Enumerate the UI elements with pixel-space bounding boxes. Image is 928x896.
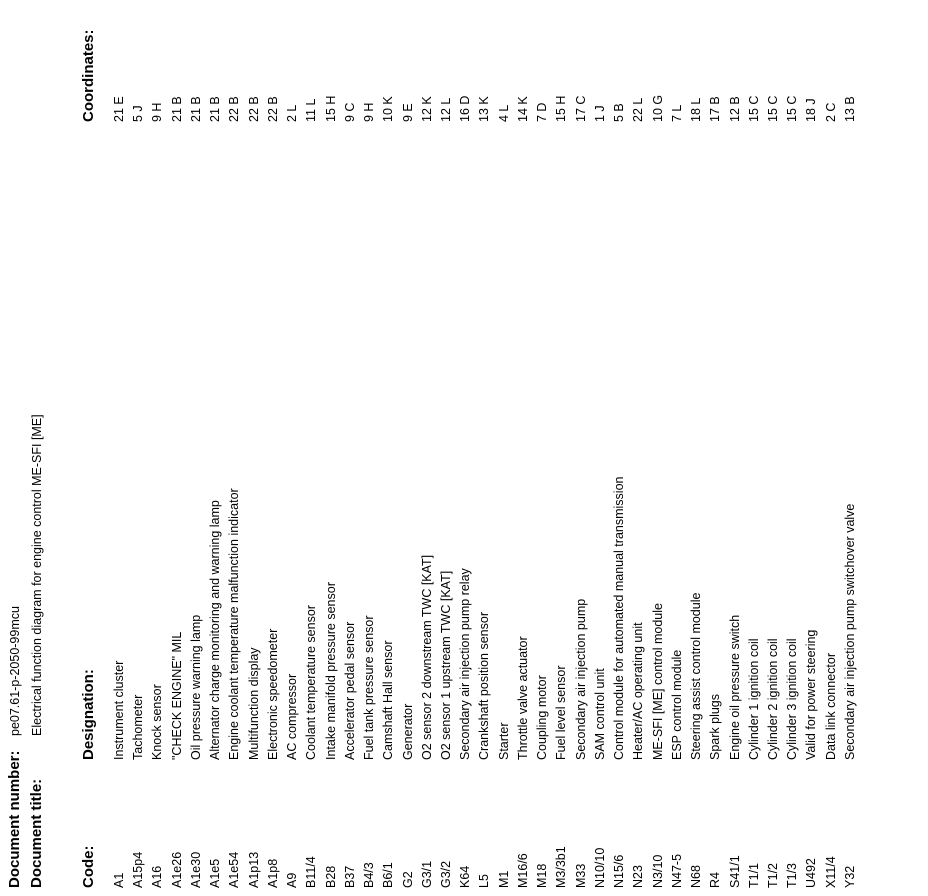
- coordinate-cell: 16 D: [458, 95, 473, 122]
- designation-cell: Fuel level sensor: [554, 665, 569, 760]
- table-row: [477, 0, 496, 896]
- designation-cell: Electronic speedometer: [265, 628, 280, 760]
- table-row: [612, 0, 631, 896]
- designation-cell: Cylinder 2 ignition coil: [765, 638, 780, 760]
- table-row: [420, 0, 439, 896]
- code-cell: N10/10: [592, 847, 607, 888]
- coordinate-cell: 13 K: [477, 96, 492, 122]
- designation-cell: Multifunction display: [246, 647, 261, 760]
- table-row: [804, 0, 823, 896]
- column-header-designation: Designation:: [80, 669, 97, 760]
- coordinate-cell: 21 B: [188, 96, 203, 122]
- coordinate-cell: 13 B: [842, 96, 857, 122]
- designation-cell: ESP control module: [669, 649, 684, 760]
- table-row: [458, 0, 477, 896]
- designation-cell: Oil pressure warning lamp: [188, 614, 203, 760]
- table-row: [304, 0, 323, 896]
- table-row: [131, 0, 150, 896]
- code-cell: M18: [535, 863, 550, 888]
- designation-cell: Secondary air injection pump: [573, 598, 588, 760]
- designation-cell: O2 sensor 1 upstream TWC [KAT]: [438, 570, 453, 760]
- code-cell: B6/1: [381, 862, 396, 888]
- table-row: [227, 0, 246, 896]
- coordinate-cell: 15 H: [554, 95, 569, 122]
- designation-cell: Secondary air injection pump relay: [458, 568, 473, 760]
- table-row: [247, 0, 266, 896]
- table-row: [266, 0, 285, 896]
- designation-cell: Intake manifold pressure sensor: [323, 582, 338, 760]
- code-cell: B4/3: [362, 862, 377, 888]
- doc-title-label: Document title:: [28, 778, 45, 888]
- coordinate-cell: 22 B: [246, 96, 261, 122]
- code-cell: G3/2: [438, 860, 453, 888]
- code-cell: K64: [458, 865, 473, 888]
- coordinate-cell: 10 G: [650, 94, 665, 122]
- table-row: [362, 0, 381, 896]
- coordinate-cell: 22 B: [265, 96, 280, 122]
- code-cell: N3/10: [650, 854, 665, 888]
- coordinate-cell: 15 C: [746, 95, 761, 122]
- code-cell: M33: [573, 863, 588, 888]
- table-row: [593, 0, 612, 896]
- code-cell: N68: [689, 865, 704, 888]
- doc-number-label: Document number:: [6, 750, 23, 888]
- coordinate-cell: 18 J: [804, 98, 819, 122]
- code-cell: A1p13: [246, 851, 261, 888]
- table-row: [285, 0, 304, 896]
- code-cell: A1e5: [208, 858, 223, 888]
- designation-cell: SAM control unit: [592, 668, 607, 760]
- column-header-code: Code:: [80, 845, 97, 888]
- code-cell: N15/6: [612, 854, 627, 888]
- coordinate-cell: 10 K: [381, 96, 396, 122]
- code-cell: G2: [400, 871, 415, 888]
- coordinate-cell: 12 L: [438, 97, 453, 122]
- table-row: [170, 0, 189, 896]
- table-row: [824, 0, 843, 896]
- code-cell: T1/3: [785, 862, 800, 888]
- code-cell: A16: [150, 865, 165, 888]
- table-row: [208, 0, 227, 896]
- code-cell: G3/1: [419, 860, 434, 888]
- coordinate-cell: 14 K: [515, 96, 530, 122]
- designation-cell: Coupling motor: [535, 675, 550, 760]
- code-cell: A1e54: [227, 851, 242, 888]
- coordinate-cell: 21 B: [169, 96, 184, 122]
- coordinate-cell: 22 B: [227, 96, 242, 122]
- table-row: [651, 0, 670, 896]
- coordinate-cell: 11 L: [304, 98, 319, 122]
- designation-cell: Cylinder 3 ignition coil: [785, 638, 800, 760]
- code-cell: M3/3b1: [554, 846, 569, 888]
- coordinate-cell: 22 L: [631, 97, 646, 122]
- table-row: [189, 0, 208, 896]
- designation-cell: Coolant temperature sensor: [304, 605, 319, 760]
- coordinate-cell: 9 H: [150, 102, 165, 122]
- table-row: [150, 0, 169, 896]
- code-cell: T1/1: [746, 862, 761, 888]
- designation-cell: Steering assist control module: [689, 592, 704, 760]
- code-cell: T1/2: [765, 862, 780, 888]
- table-row: [516, 0, 535, 896]
- code-cell: X11/4: [823, 856, 838, 888]
- code-cell: R4: [708, 872, 723, 888]
- designation-cell: Starter: [496, 722, 511, 760]
- table-row: [535, 0, 554, 896]
- code-cell: Y32: [842, 865, 857, 888]
- coordinate-cell: 18 L: [689, 97, 704, 122]
- designation-cell: Cylinder 1 ignition coil: [746, 638, 761, 760]
- designation-cell: Valid for power steering: [804, 629, 819, 760]
- code-cell: A1p8: [265, 858, 280, 888]
- designation-cell: Control module for automated manual transmission: [612, 476, 627, 760]
- table-row: [843, 0, 862, 896]
- table-row: [439, 0, 458, 896]
- table-row: [343, 0, 362, 896]
- coordinate-cell: 17 C: [573, 95, 588, 122]
- table-row: [497, 0, 516, 896]
- code-cell: B37: [342, 865, 357, 888]
- designation-cell: Crankshaft position sensor: [477, 612, 492, 760]
- table-row: [112, 0, 131, 896]
- code-cell: B11/4: [304, 856, 319, 888]
- designation-cell: Instrument cluster: [112, 660, 126, 760]
- code-cell: L5: [477, 874, 492, 888]
- coordinate-cell: 9 H: [362, 102, 377, 122]
- code-cell: U492: [804, 858, 819, 888]
- doc-title-value: Electrical function diagram for engine control ME-SFI [ME]: [30, 414, 44, 736]
- designation-cell: Accelerator pedal sensor: [342, 621, 357, 760]
- table-row: [670, 0, 689, 896]
- table-row: [689, 0, 708, 896]
- table-row: [381, 0, 400, 896]
- table-row: [554, 0, 573, 896]
- table-row: [324, 0, 343, 896]
- coordinate-cell: 15 C: [765, 95, 780, 122]
- table-row: [766, 0, 785, 896]
- code-cell: S41/1: [727, 855, 742, 888]
- coordinate-cell: 5 J: [131, 105, 146, 122]
- designation-cell: Spark plugs: [708, 693, 723, 760]
- coordinate-cell: 21 B: [208, 96, 223, 122]
- column-header-coordinates: Coordinates:: [80, 29, 97, 122]
- table-row: [631, 0, 650, 896]
- designation-cell: AC compressor: [285, 673, 300, 760]
- designation-cell: Engine oil pressure switch: [727, 614, 742, 760]
- table-row: [747, 0, 766, 896]
- code-cell: A1e30: [188, 851, 203, 888]
- designation-cell: Secondary air injection pump switchover valve: [842, 503, 857, 760]
- designation-cell: Tachometer: [131, 694, 146, 760]
- table-row: [401, 0, 420, 896]
- coordinate-cell: 4 L: [496, 104, 511, 122]
- designation-cell: Camshaft Hall sensor: [381, 640, 396, 760]
- code-cell: M1: [496, 870, 511, 888]
- designation-cell: Fuel tank pressure sensor: [362, 615, 377, 760]
- code-cell: A15p4: [131, 851, 146, 888]
- coordinate-cell: 5 B: [612, 103, 627, 122]
- designation-cell: O2 sensor 2 downstream TWC [KAT]: [419, 554, 434, 760]
- designation-cell: Throttle valve actuator: [515, 636, 530, 760]
- table-row: [574, 0, 593, 896]
- designation-cell: "CHECK ENGINE" MIL: [169, 631, 184, 760]
- code-cell: A9: [285, 872, 300, 888]
- coordinate-cell: 7 L: [669, 104, 684, 122]
- coordinate-cell: 12 B: [727, 96, 742, 122]
- code-cell: N23: [631, 865, 646, 888]
- coordinate-cell: 12 K: [419, 96, 434, 122]
- coordinate-cell: 2 L: [285, 104, 300, 122]
- code-cell: A1: [112, 872, 126, 888]
- designation-cell: Data link connector: [823, 652, 838, 760]
- coordinate-cell: 9 E: [400, 103, 415, 122]
- code-cell: N47-5: [669, 853, 684, 888]
- code-cell: B28: [323, 865, 338, 888]
- table-row: [728, 0, 747, 896]
- doc-number-value: pe07.61-p-2050-99mcu: [8, 606, 22, 736]
- coordinate-cell: 21 E: [112, 96, 126, 122]
- code-cell: M16/6: [515, 853, 530, 888]
- code-cell: A1e26: [169, 851, 184, 888]
- coordinate-cell: 2 C: [823, 102, 838, 122]
- coordinate-cell: 17 B: [708, 96, 723, 122]
- designation-cell: Knock sensor: [150, 684, 165, 760]
- coordinate-cell: 15 H: [323, 95, 338, 122]
- table-row: [785, 0, 804, 896]
- coordinate-cell: 15 C: [785, 95, 800, 122]
- component-table: [112, 0, 862, 896]
- designation-cell: Generator: [400, 703, 415, 760]
- table-row: [708, 0, 727, 896]
- designation-cell: Heater/AC operating unit: [631, 622, 646, 760]
- coordinate-cell: 9 C: [342, 102, 357, 122]
- designation-cell: ME-SFI [ME] control module: [650, 603, 665, 760]
- designation-cell: Engine coolant temperature malfunction indicator: [227, 488, 242, 760]
- coordinate-cell: 1 J: [592, 105, 607, 122]
- coordinate-cell: 7 D: [535, 102, 550, 122]
- designation-cell: Alternator charge monitoring and warning lamp: [208, 500, 223, 760]
